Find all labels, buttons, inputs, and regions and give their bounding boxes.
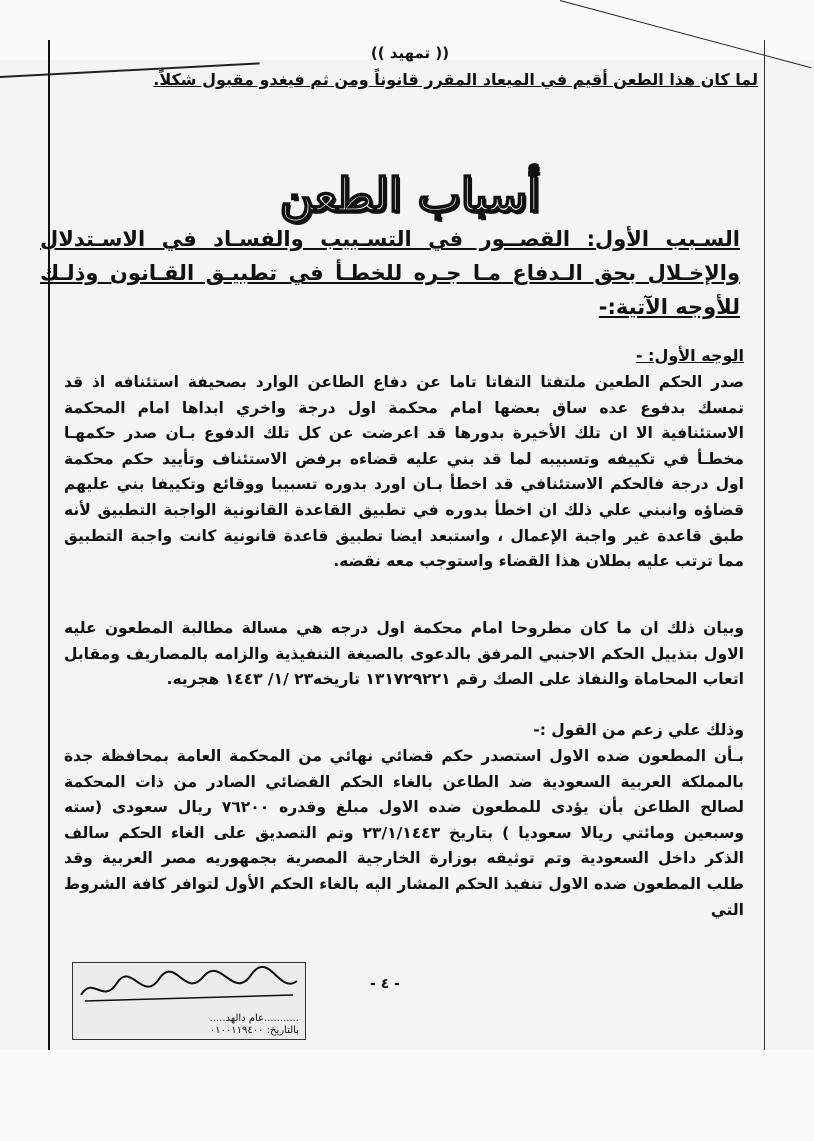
lawyer-stamp <box>72 962 306 1040</box>
grounds-of-appeal-title: أسباب الطعن <box>279 168 541 222</box>
body-paragraph-2: وبيان ذلك ان ما كان مطروحا امام محكمة اول درجه هي مسالة مطالبة المطعون عليه الاول بتذييل الحكم الاجنبي المرفق بالدعوى بالصيغة التنفيذية والزامه بالمصاريف ومقابل اتعاب المحاماة والنفاذ على الصك رقم ١٣١٧٢٩٢٢١ تاريخه٢٣ /١/ ١٤٤٣ هجريه. <box>64 619 744 689</box>
body-paragraph-4: بـأن المطعون ضده الاول استصدر حكم قضائي نهائي من المحكمة العامة بمحافظة جدة بالمملكة العربية السعودية ضد الطاعن بالغاء الحكم القضائي الصادر من ذات المحكمة لصالح الطاعن بأن يؤدى للمطعون ضده الاول مبلغ وقدره ٧٦٢٠٠ ريال سعودى (سته وسبعين ومائتي ريالا سعوديا ) بتاريخ ٢٣/١/١٤٤٣ وتم التصديق على الغاء الحكم سالف الذكر داخل السعودية وتم توثيقه بوزارة الخارجية المصرية بجمهوريه مصر العربية وقد طلب المطعون ضده الاول تنفيذ الحكم المشار اليه بالغاء الحكم الأول لتوافر كافة الشروط التي <box>64 747 744 919</box>
stamp-line-1: ...........عام دالهد..... <box>209 1013 299 1024</box>
intro-paragraph: لما كان هذا الطعن أقيم في الميعاد المقرر قانوناً ومن ثم فيغدو مقبول شكلاً. <box>153 70 758 89</box>
signature-scribble <box>73 965 305 1015</box>
scan-bottom-margin <box>0 1050 814 1141</box>
first-aspect-heading: الوجه الأول: - <box>635 346 744 365</box>
preface-heading: (( تمهيد )) <box>370 44 450 62</box>
stamp-line-2: بالتاريخ: ٠١٠٠١١٩٤٠٠ <box>209 1025 299 1036</box>
body-paragraph-3: وذلك علي زعم من القول :- <box>533 721 744 739</box>
page-number: - ٤ - <box>370 976 400 992</box>
body-paragraph-1: صدر الحكم الطعين ملتفتا التفاتا تاما عن دفاع الطاعن الوارد بصحيفة استئنافه اذ قد تمسك بدفوع عده ساق بعضها امام محكمة اول درجة واخري ابداها امام المحكمة الاستئنافية الا ان تلك الأخيرة بدورها قد اعرضت عن كل تلك الدفوع بـان صدر حكمهـا مخطـأ في تكييفه وتسبيبه لما قد بني عليه قضاءه برفض الاستئناف وتأييد حكم محكمة اول درجة فالحكم الاستئنافي قد اخطأ بـان اورد بدوره تسبيبا ووقائع وتكييفا بني عليهم قضاؤه وانبني علي ذلك ان اخطأ بدوره في تطبيق القاعدة القانونية الواجبة التطبيق لأنه طبق قاعدة غير واجبة الإعمال ، واستبعد ايضا تطبيق قاعدة قانونية كانت واجبة التطبيق مما ترتب عليه بطلان هذا القضاء واستوجب معه نقضه. <box>64 373 744 571</box>
first-reason-heading: السـبب الأول: القصــور في التسـبيب والفسـاد في الاسـتدلال والإخـلال بحق الـدفاع مـا جـره للخطـأ في تطبيـق القـانون وذلـك للأوجه الآتية:- <box>40 227 740 319</box>
